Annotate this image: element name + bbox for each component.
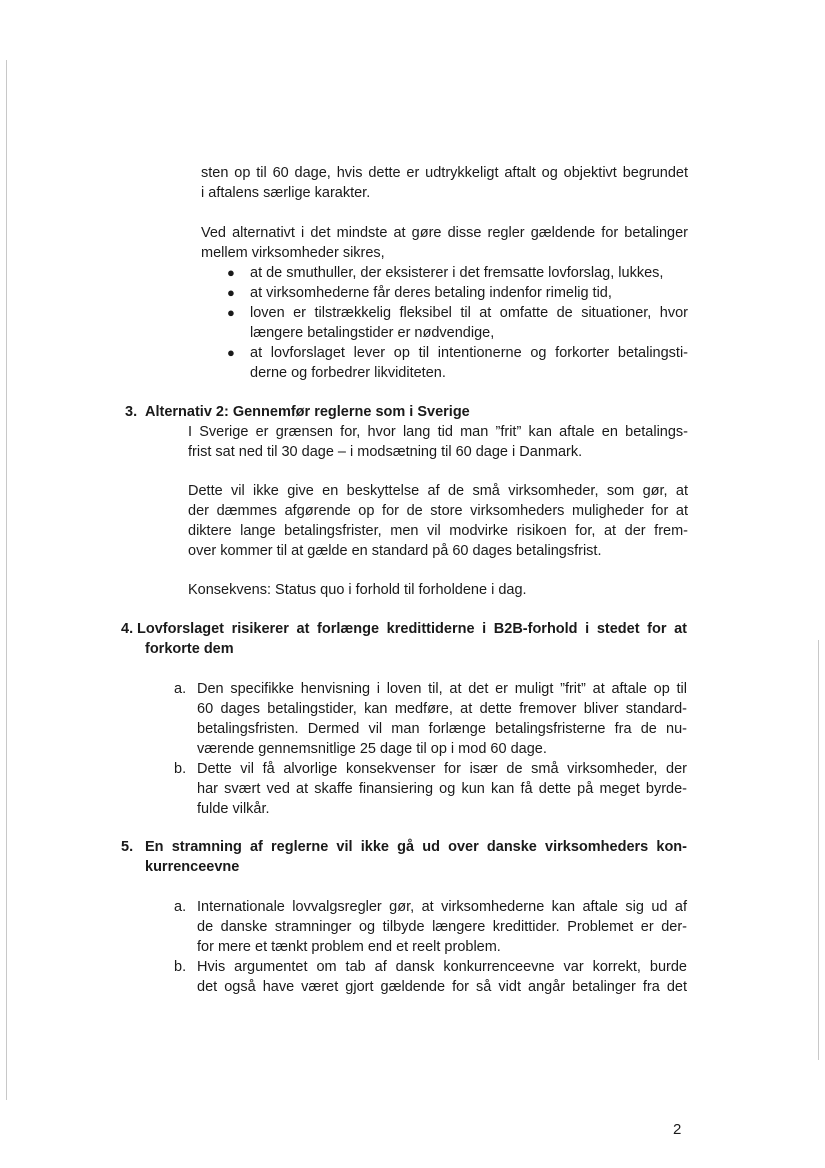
list-item-line: Hvis argumentet om tab af dansk konkurrenceevne var korrekt, burde xyxy=(197,959,687,975)
bullet-item: at de smuthuller, der eksisterer i det fremsatte lovforslag, lukkes, xyxy=(250,265,664,281)
paragraph-line: over kommer til at gælde en standard på 60 dages betalingsfrist. xyxy=(188,543,602,559)
paragraph-line: frist sat ned til 30 dage – i modsætning til 60 dage i Danmark. xyxy=(188,444,583,460)
bullet-marker: ● xyxy=(227,285,235,300)
section-heading: Alternativ 2: Gennemfør reglerne som i Sverige xyxy=(145,404,470,420)
bullet-item-continued: derne og forbedrer likviditeten. xyxy=(250,365,446,381)
list-item-line: betalingsfristen. Dermed vil man forlænge betalingsfristerne fra de nu- xyxy=(197,721,687,737)
list-marker: b. xyxy=(174,959,187,975)
section-heading-continued: forkorte dem xyxy=(145,641,234,657)
list-marker: a. xyxy=(174,681,187,697)
paragraph-line: diktere lange betalingsfrister, men vil modvirke risikoen for, at der frem- xyxy=(188,523,688,539)
list-item-line: 60 dages betalingstider, kan medføre, at dette fremover bliver standard- xyxy=(197,701,687,717)
list-item-line: Internationale lovvalgsregler gør, at virksomhederne kan aftale sig ud af xyxy=(197,899,687,915)
section-number: 5. xyxy=(121,839,134,855)
section-number: 4. xyxy=(121,621,134,637)
paragraph-line: der dæmmes afgørende op for de store virksomheders muligheder for at xyxy=(188,503,688,519)
paragraph-line: Dette vil ikke give en beskyttelse af de små virksomheder, som gør, at xyxy=(188,483,688,499)
list-item-line: værende gennemsnitlige 25 dage til op i mod 60 dage. xyxy=(197,741,547,757)
bullet-item: loven er tilstrækkelig fleksibel til at omfatte de situationer, hvor xyxy=(250,305,688,321)
list-item-line: de danske stramninger og tilbyde længere kredittider. Problemet er der- xyxy=(197,919,687,935)
paragraph-line: I Sverige er grænsen for, hvor lang tid man ”frit” kan aftale en betalings- xyxy=(188,424,688,440)
consequence-line: Konsekvens: Status quo i forhold til forholdene i dag. xyxy=(188,582,527,598)
list-item-line: har svært ved at skaffe finansiering og kun kan få dette på meget byrde- xyxy=(197,781,687,797)
list-item-line: Dette vil få alvorlige konsekvenser for især de små virksomheder, der xyxy=(197,761,687,777)
list-marker: a. xyxy=(174,899,187,915)
section-heading: Lovforslaget risikerer at forlænge kredittiderne i B2B-forhold i stedet for at xyxy=(137,621,687,637)
bullet-item-continued: længere betalingstider er nødvendige, xyxy=(250,325,495,341)
right-scan-edge xyxy=(818,640,819,1060)
section-heading: En stramning af reglerne vil ikke gå ud over danske virksomheders kon- xyxy=(145,839,687,855)
list-item-line: fulde vilkår. xyxy=(197,801,270,817)
bullet-item: at virksomhederne får deres betaling indenfor rimelig tid, xyxy=(250,285,612,301)
section-heading-continued: kurrenceevne xyxy=(145,859,240,875)
bullet-item: at lovforslaget lever op til intentionerne og forkorter betalingsti- xyxy=(250,345,688,361)
paragraph-line: mellem virksomheder sikres, xyxy=(201,245,385,261)
intro-line: i aftalens særlige karakter. xyxy=(201,185,371,201)
list-item-line: Den specifikke henvisning i loven til, at det er muligt ”frit” at aftale op til xyxy=(197,681,687,697)
section-number: 3. xyxy=(125,404,138,420)
bullet-marker: ● xyxy=(227,345,235,360)
list-item-line: for mere et tænkt problem end et reelt problem. xyxy=(197,939,501,955)
list-marker: b. xyxy=(174,761,187,777)
page-number: 2 xyxy=(673,1121,682,1138)
paragraph-line: Ved alternativt i det mindste at gøre disse regler gældende for betalinger xyxy=(201,225,688,241)
bullet-marker: ● xyxy=(227,305,235,320)
left-scan-edge xyxy=(6,60,7,1100)
bullet-marker: ● xyxy=(227,265,235,280)
intro-line: sten op til 60 dage, hvis dette er udtrykkeligt aftalt og objektivt begrundet xyxy=(201,165,688,181)
list-item-line: det også have været gjort gældende for så vidt angår betalinger fra det xyxy=(197,979,687,995)
